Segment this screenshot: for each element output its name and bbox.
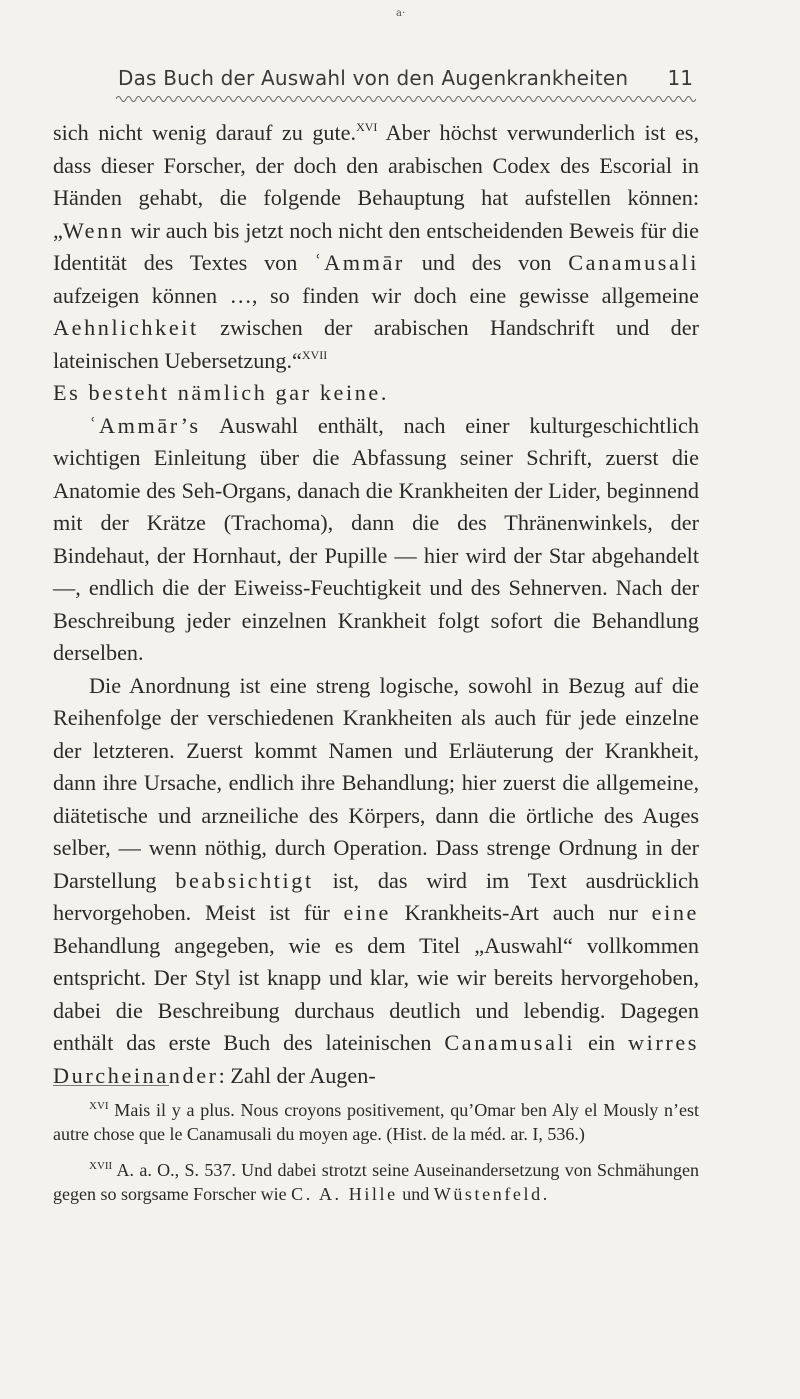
footnote-divider (53, 1085, 169, 1086)
page-number: 11 (667, 66, 693, 90)
name-canamusali: Canamusali (444, 1030, 576, 1055)
footnote-ref-17: XVII (301, 347, 328, 362)
name-ammar: ʿAmmār’s (89, 412, 201, 438)
name-ammar: ʿAmmār (314, 250, 405, 275)
paragraph-2: ʿAmmār’s Auswahl enthält, nach einer kulturgeschichtlich wichtigen Einleitung über die Abfassung seiner Schrift, zuerst die Anatomie des Seh-Organs, danach die Krankheiten der Lider, beginnend mit der Krätze (Trachoma), dann die des Thränenwinkels, der Bindehaut, der Hornhaut, der Pupille — hier wird der Star abgehandelt —, endlich die der Eiweiss-Feuchtigkeit und des Sehnerven. Nach der Beschreibung jeder einzelnen Krankheit folgt sofort die Behandlung derselben. (53, 412, 699, 665)
scan-mark: a· (396, 8, 406, 19)
name-hille: C. A. Hille (291, 1184, 398, 1204)
name-canamusali: Canamusali (568, 250, 699, 275)
paragraph-3: Die Anordnung ist eine streng logische, sowohl in Bezug auf die Reihenfolge der verschiedenen Krankheiten als auch für jede einzelne der letzteren. Zuerst kommt Namen und Erläuterung der Krankheit, dann ihre Ursache, endlich ihre Behandlung; hier zuerst die allgemeine, diätetische und arzneiliche des Körpers, dann die örtliche des Auges selber, — wenn nöthig, durch Operation. Dass strenge Ordnung in der Darstellung beabsichtigt ist, das wird im Text ausdrücklich hervorgehoben. Meist ist für eine Krankheits-Art auch nur eine Behandlung angegeben, wie es dem Titel „Auswahl“ vollkommen entspricht. Der Styl ist knapp und klar, wie wir bereits hervorgehoben, dabei die Beschreibung durchaus deutlich und lebendig. Dagegen enthält das erste Buch des lateinischen Canamusali ein wirres Durcheinander: Zahl der Augen- (53, 672, 700, 1088)
footnote-17: $^{XVII}$ A. a. O., S. 537. Und dabei strotzt seine Auseinandersetzung von Schmähungen gegen so sorgsame Forscher wie C. A. Hille und Wüstenfeld. (53, 1160, 699, 1204)
footnote-16: $^{XVI}$ Mais il y a plus. Nous croyons positivement, qu’Omar ben Aly el Mously n’est autre chose que le Canamusali du moyen age. (Hist. de la méd. ar. I, 536.) (53, 1100, 699, 1144)
running-title: Das Buch der Auswahl von den Augenkrankheiten (118, 66, 629, 90)
running-head (118, 66, 695, 90)
paragraph-1: sich nicht wenig darauf zu gute.$^{XVI}$ Aber höchst verwunderlich ist es, dass dieser Forscher, der doch den arabischen Codex des Escorial in Händen gehabt, die folgende Behauptung hat aufstellen können: „Wenn wir auch bis jetzt noch nicht den entscheidenden Beweis für die Identität des Textes von ʿAmmār und des von Canamusali aufzeigen können …, so finden wir doch eine gewisse allgemeine Aehnlichkeit zwischen der arabischen Handschrift und der lateinischen Uebersetzung.“$^{XVII}$ Es besteht nämlich gar keine. (53, 120, 699, 405)
footnotes (53, 1098, 699, 1206)
wavy-ornament-rule (116, 92, 696, 106)
name-wuestenfeld: Wüstenfeld (433, 1184, 543, 1204)
main-text (53, 117, 699, 1092)
footnote-ref-16: XVI (356, 120, 378, 134)
